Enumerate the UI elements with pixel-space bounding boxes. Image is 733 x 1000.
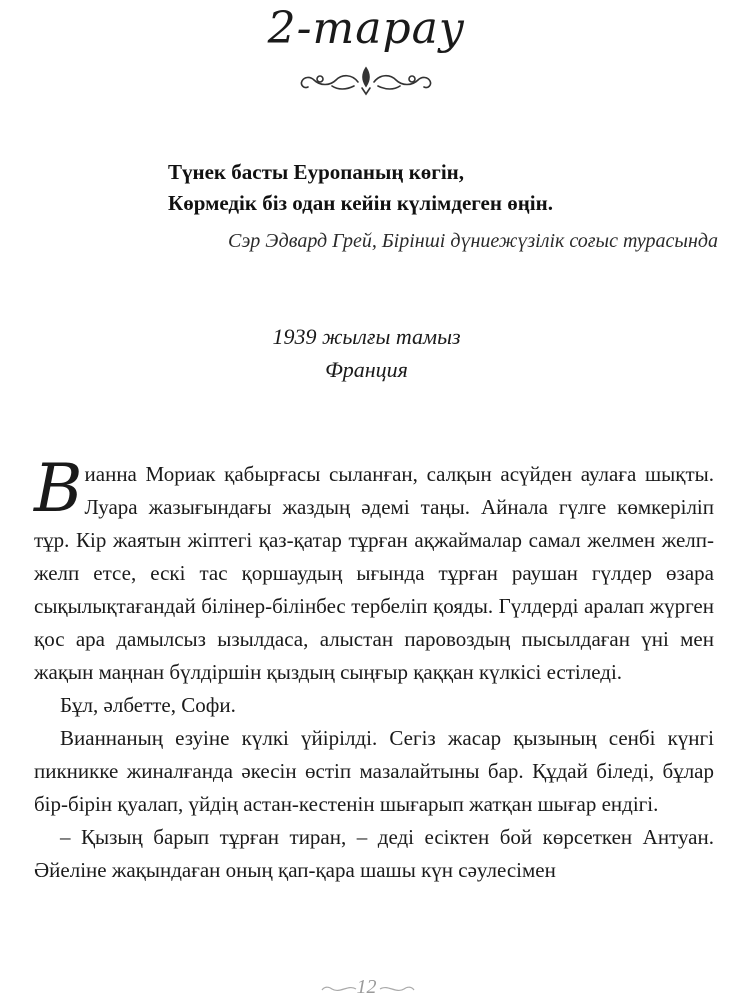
page-footer bbox=[0, 975, 733, 1000]
dateline-place: Франция bbox=[325, 357, 408, 382]
paragraph-text: ианна Мориак қабырғасы сыланған, салқын асүйден аулаға шықты. Луара жазығындағы жаздың әдемі таңы. Айнала гүлге көмкеріліп тұр. Кір жаятын жіптегі қаз-қатар тұрған ақжаймалар самал желмен желп-желп етсе, ескі тас қоршаудың ығында тұрған раушан гүлдер өзара сықылықтағандай білінер-білінбес тербеліп қояды. Гүлдерді аралап жүрген қос ара дамылсыз ызылдаса, алыстан паровоздың пысылдаған үні мен жақын маңнан бүлдіршін қыздың сыңғыр қаққан күлкісі естіледі. bbox=[34, 462, 714, 684]
epigraph-line: Көрмедік біз одан кейін күлімдеген өңін. bbox=[168, 191, 553, 215]
epigraph-line: Түнек басты Еуропаның көгін, bbox=[168, 160, 465, 184]
footer-flourish-left-icon bbox=[318, 983, 358, 995]
page-number: 12 bbox=[356, 976, 377, 998]
chapter-title: 2-тарау bbox=[267, 3, 466, 54]
drop-cap: В bbox=[34, 450, 83, 527]
body-paragraph: Бұл, әлбетте, Софи. bbox=[60, 693, 236, 717]
dateline-date: 1939 жылғы тамыз bbox=[272, 324, 461, 349]
body-paragraph bbox=[34, 450, 714, 689]
body-paragraph: – Қызың барып тұрған тиран, – деді есіктен бой көрсеткен Антуан. Әйеліне жақындаған оның қап-қара шашы күн сәулесімен bbox=[34, 825, 714, 882]
flourish-ornament-icon bbox=[296, 64, 436, 96]
dateline bbox=[0, 320, 733, 386]
footer-flourish-right-icon bbox=[378, 983, 418, 995]
body-paragraph: Вианнаның езуіне күлкі үйірілді. Сегіз жасар қызының сенбі күнгі пикникке жиналғанда әкесін өстіп мазалайтыны бар. Құдай біледі, бұлар бір-бірін қуалап, үйдің астан-кестенін шығарып жатқан шығар ендігі. bbox=[34, 726, 714, 816]
epigraph-attribution: Сэр Эдвард Грей, Бірінші дүниежүзілік соғыс турасында bbox=[227, 230, 718, 252]
chapter-body bbox=[34, 450, 714, 887]
epigraph bbox=[168, 157, 708, 219]
